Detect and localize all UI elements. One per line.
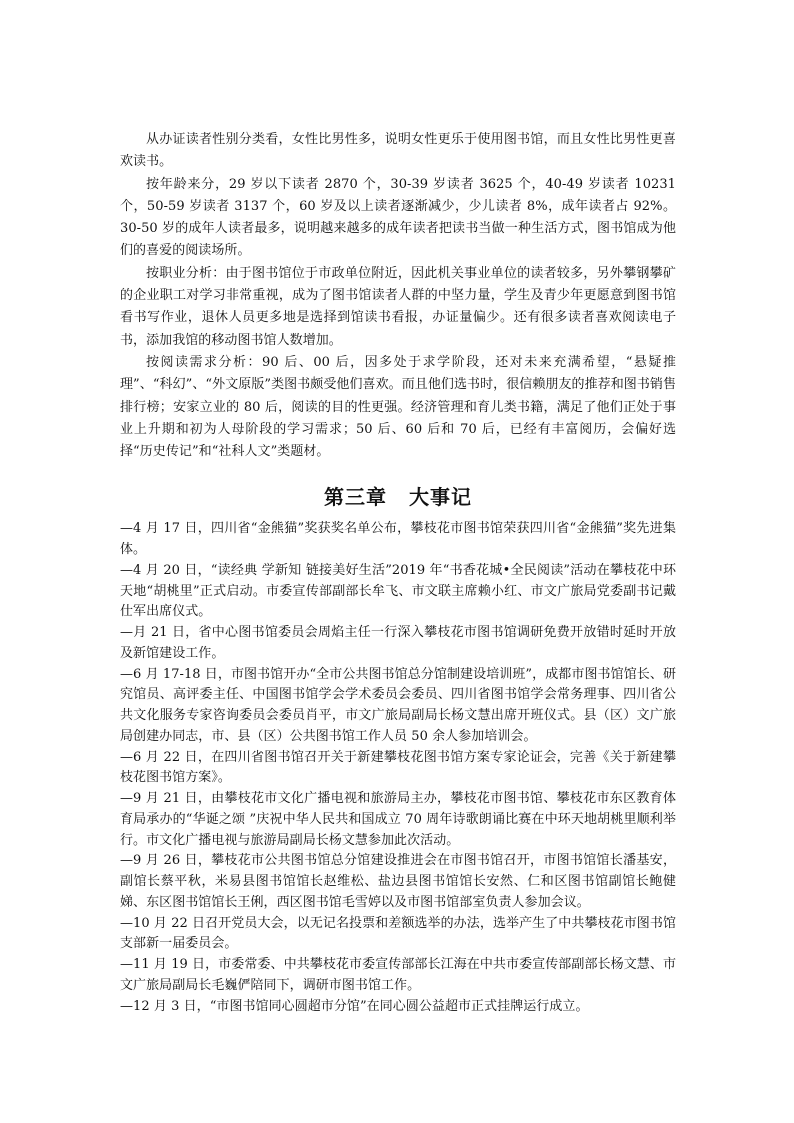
chapter-title: 大事记 [409, 485, 472, 510]
event-item: —月 21 日，省中心图书馆委员会周焰主任一行深入攀枝花市图书馆调研免费开放错时延时开放及新馆建设工作。 [120, 625, 676, 661]
paragraph-reading-needs: 按阅读需求分析：90 后、00 后，因多处于求学阶段，还对未来充满希望，“悬疑推理”、“科幻”、“外文原版”类图书颇受他们喜欢。而且他们选书时，很信赖朋友的推荐和图书销售排行榜；安家立业的 80 后，阅读的目的性更强。经济管理和育儿类书籍，满足了他们正处于事业上升期和初为人母阶段的学习需求；50 后、60 后和 70 后，已经有丰富阅历，会偏好选择“历史传记”和“社科人文”类题材。 [120, 354, 676, 460]
chapter-heading [120, 483, 676, 511]
paragraph-occupation: 按职业分析：由于图书馆位于市政单位附近，因此机关事业单位的读者较多，另外攀钢攀矿的企业职工对学习非常重视，成为了图书馆读者人群的中坚力量，学生及青少年更愿意到图书馆看书写作业，退休人员更多地是选择到馆读书看报，办证量偏少。还有很多读者喜欢阅读电子书，添加我馆的移动图书馆人数增加。 [120, 265, 676, 348]
event-item: —11 月 19 日，市委常委、中共攀枝花市委宣传部部长江海在中共市委宣传部副部长杨文慧、市文广旅局副局长毛巍俨陪同下，调研市图书馆工作。 [120, 957, 676, 993]
event-item: —6 月 17-18 日，市图书馆开办“全市公共图书馆总分馆制建设培训班”，成都市图书馆馆长、研究馆员、高评委主任、中国图书馆学会学术委员会委员、四川省图书馆学会常务理事、四川省公共文化服务专家咨询委员会委员肖平，市文广旅局副局长杨文慧出席开班仪式。县（区）文广旅局创建办同志，市、县（区）公共图书馆工作人员 50 余人参加培训会。 [120, 666, 676, 744]
paragraph-gender: 从办证读者性别分类看，女性比男性多，说明女性更乐于使用图书馆，而且女性比男性更喜欢读书。 [120, 132, 676, 170]
event-item: —9 月 21 日，由攀枝花市文化广播电视和旅游局主办，攀枝花市图书馆、攀枝花市东区教育体育局承办的“华诞之颂 ”庆祝中华人民共和国成立 70 周年诗歌朗诵比赛在中环天地胡桃里顺利举行。市文化广播电视与旅游局副局长杨文慧参加此次活动。 [120, 791, 676, 848]
event-item: —12 月 3 日，“市图书馆同心圆超市分馆”在同心圆公益超市正式挂牌运行成立。 [120, 998, 589, 1014]
event-item: —4 月 17 日，四川省“金熊猫”奖获奖名单公布，攀枝花市图书馆荣获四川省“金熊猫”奖先进集体。 [120, 521, 676, 558]
event-item: —9 月 26 日，攀枝花市公共图书馆总分馆建设推进会在市图书馆召开，市图书馆馆长潘基安，副馆长蔡平秋，米易县图书馆馆长赵维松、盐边县图书馆馆长安然、仁和区图书馆副馆长鲍健娣、东区图书馆馆长王俐，西区图书馆毛雪婷以及市图书馆部室负责人参加会议。 [120, 853, 676, 910]
document-page [120, 129, 676, 1017]
event-item: —6 月 22 日，在四川省图书馆召开关于新建攀枝花图书馆方案专家论证会，完善《关于新建攀枝花图书馆方案》。 [120, 749, 676, 786]
chapter-number: 第三章 [324, 485, 387, 510]
event-item: —10 月 22 日召开党员大会，以无记名投票和差额选举的办法，选举产生了中共攀枝花市图书馆支部新一届委员会。 [120, 915, 676, 952]
event-item: —4 月 20 日，“读经典 学新知 链接美好生活”2019 年“书香花城•全民阅读”活动在攀枝花中环天地“胡桃里”正式启动。市委宣传部副部长牟飞、市文联主席赖小红、市文广旅局党委副书记戴仕军出席仪式。 [120, 562, 676, 620]
paragraph-age: 按年龄来分，29 岁以下读者 2870 个，30-39 岁读者 3625 个，40-49 岁读者 10231 个，50-59 岁读者 3137 个，60 岁及以上读者逐渐减少，少儿读者 8%，成年读者占 92%。30-50 岁的成年人读者最多，说明越来越多的成年读者把读书当做一种生活方式，图书馆成为他们的喜爱的阅读场所。 [120, 176, 676, 259]
